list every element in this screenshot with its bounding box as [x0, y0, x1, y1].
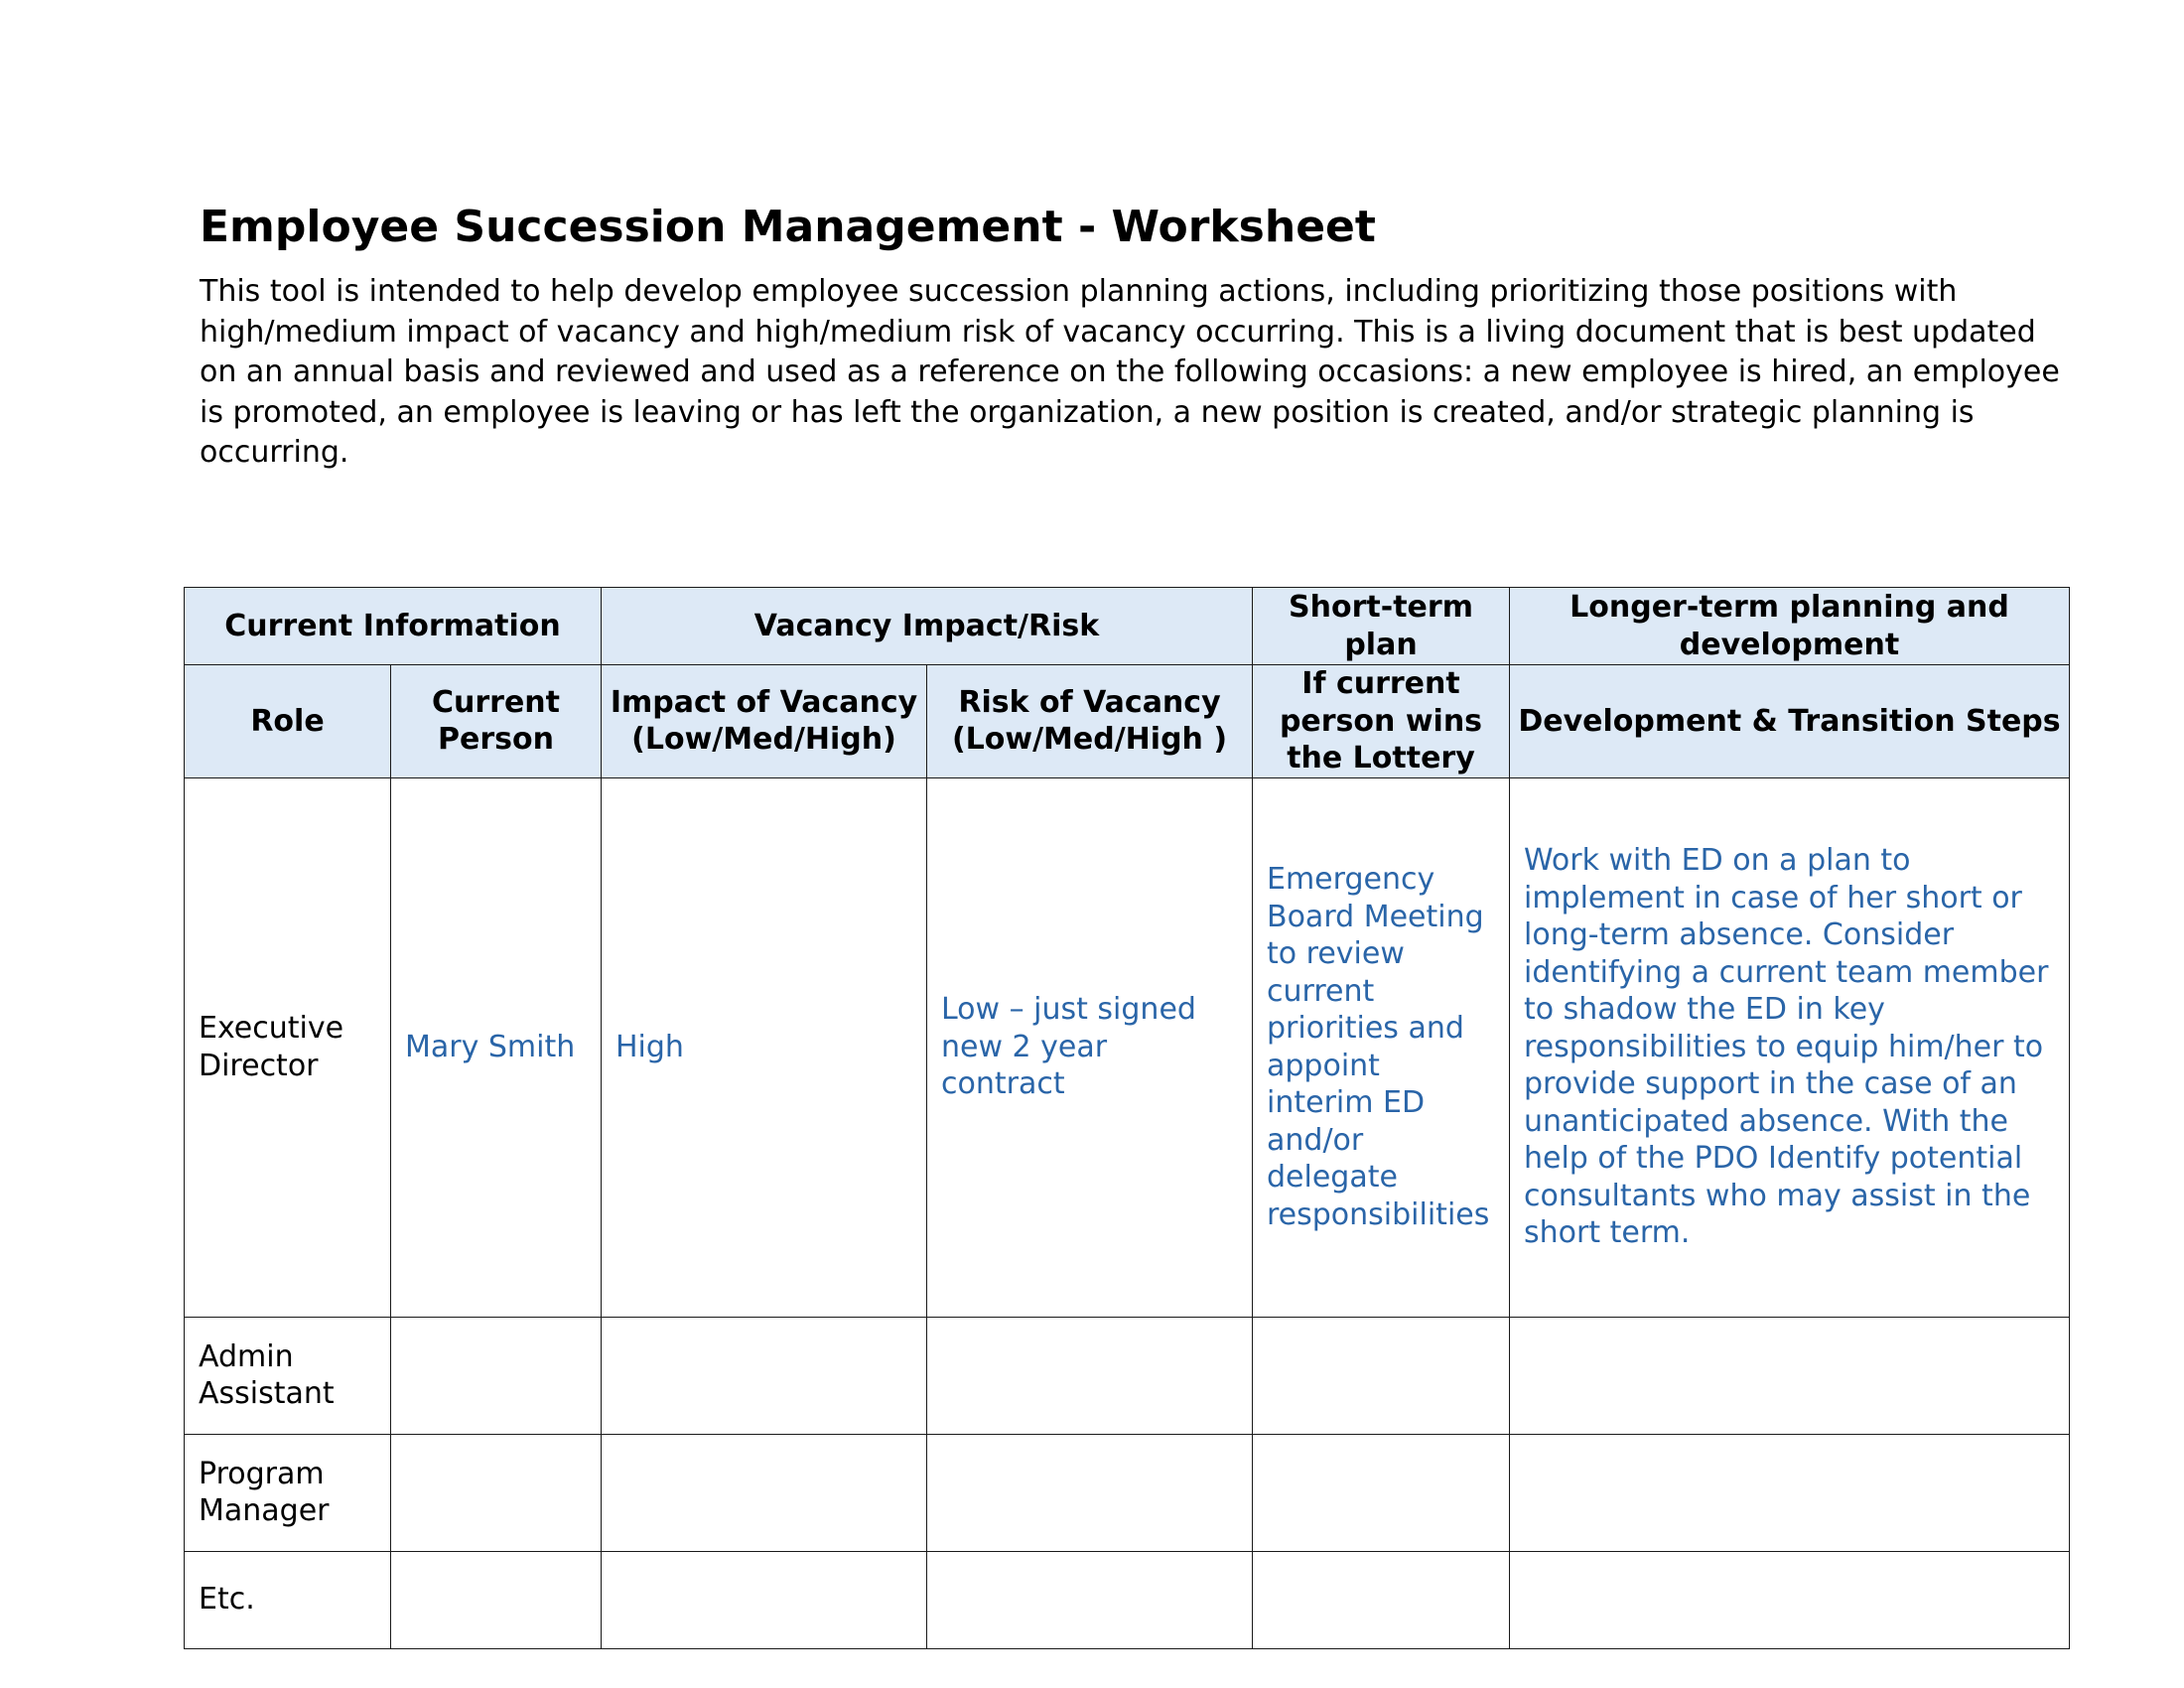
- group-header-longer-term: Longer-term planning and development: [1510, 588, 2070, 665]
- current-person-cell[interactable]: [391, 1317, 602, 1434]
- current-person-cell[interactable]: [391, 1551, 602, 1648]
- group-header-row: [185, 588, 2070, 665]
- worksheet-title: Employee Succession Management - Worksheet: [200, 202, 1376, 252]
- column-header-risk: Risk of Vacancy (Low/Med/High ): [927, 665, 1253, 778]
- development-cell[interactable]: [1510, 1551, 2070, 1648]
- table-row: [185, 1317, 2070, 1434]
- lottery-cell[interactable]: [1253, 1551, 1510, 1648]
- role-cell[interactable]: Admin Assistant: [185, 1317, 391, 1434]
- column-header-current-person: Current Person: [391, 665, 602, 778]
- group-header-vacancy-impact-risk: Vacancy Impact/Risk: [602, 588, 1253, 665]
- risk-cell[interactable]: Low – just signed new 2 year contract: [927, 777, 1253, 1317]
- risk-cell[interactable]: [927, 1434, 1253, 1551]
- group-header-current-information: Current Information: [185, 588, 602, 665]
- column-header-impact: Impact of Vacancy (Low/Med/High): [602, 665, 927, 778]
- column-header-development: Development & Transition Steps: [1510, 665, 2070, 778]
- column-header-role: Role: [185, 665, 391, 778]
- development-cell[interactable]: Work with ED on a plan to implement in case of her short or long-term absence. Consider identifying a current team member to shadow the ED in key responsibilities to equip him/her to provide support in the case of an unanticipated absence. With the help of the PDO Identify potential consultants who may assist in the short term.: [1510, 777, 2070, 1317]
- risk-cell[interactable]: [927, 1551, 1253, 1648]
- risk-cell[interactable]: [927, 1317, 1253, 1434]
- impact-cell[interactable]: [602, 1434, 927, 1551]
- lottery-cell[interactable]: [1253, 1317, 1510, 1434]
- table-row: [185, 777, 2070, 1317]
- role-cell[interactable]: Program Manager: [185, 1434, 391, 1551]
- intro-paragraph: This tool is intended to help develop employee succession planning actions, including prioritizing those positions with high/medium impact of vacancy and high/medium risk of vacancy occurring. This is a living document that is best updated on an annual basis and reviewed and used as a reference on the following occasions: a new employee is hired, an employee is promoted, an employee is leaving or has left the organization, a new position is created, and/or strategic planning is occurring.: [200, 274, 2060, 470]
- role-cell[interactable]: Executive Director: [185, 777, 391, 1317]
- table-row: [185, 1551, 2070, 1648]
- impact-cell[interactable]: High: [602, 777, 927, 1317]
- group-header-short-term-plan: Short-term plan: [1253, 588, 1510, 665]
- lottery-cell[interactable]: Emergency Board Meeting to review current priorities and appoint interim ED and/or delegate responsibilities: [1253, 777, 1510, 1317]
- column-header-lottery: If current person wins the Lottery: [1253, 665, 1510, 778]
- development-cell[interactable]: [1510, 1317, 2070, 1434]
- current-person-cell[interactable]: Mary Smith: [391, 777, 602, 1317]
- role-cell[interactable]: Etc.: [185, 1551, 391, 1648]
- table-row: [185, 1434, 2070, 1551]
- column-header-row: [185, 665, 2070, 778]
- current-person-cell[interactable]: [391, 1434, 602, 1551]
- succession-table: [184, 587, 2070, 1649]
- impact-cell[interactable]: [602, 1317, 927, 1434]
- lottery-cell[interactable]: [1253, 1434, 1510, 1551]
- development-cell[interactable]: [1510, 1434, 2070, 1551]
- impact-cell[interactable]: [602, 1551, 927, 1648]
